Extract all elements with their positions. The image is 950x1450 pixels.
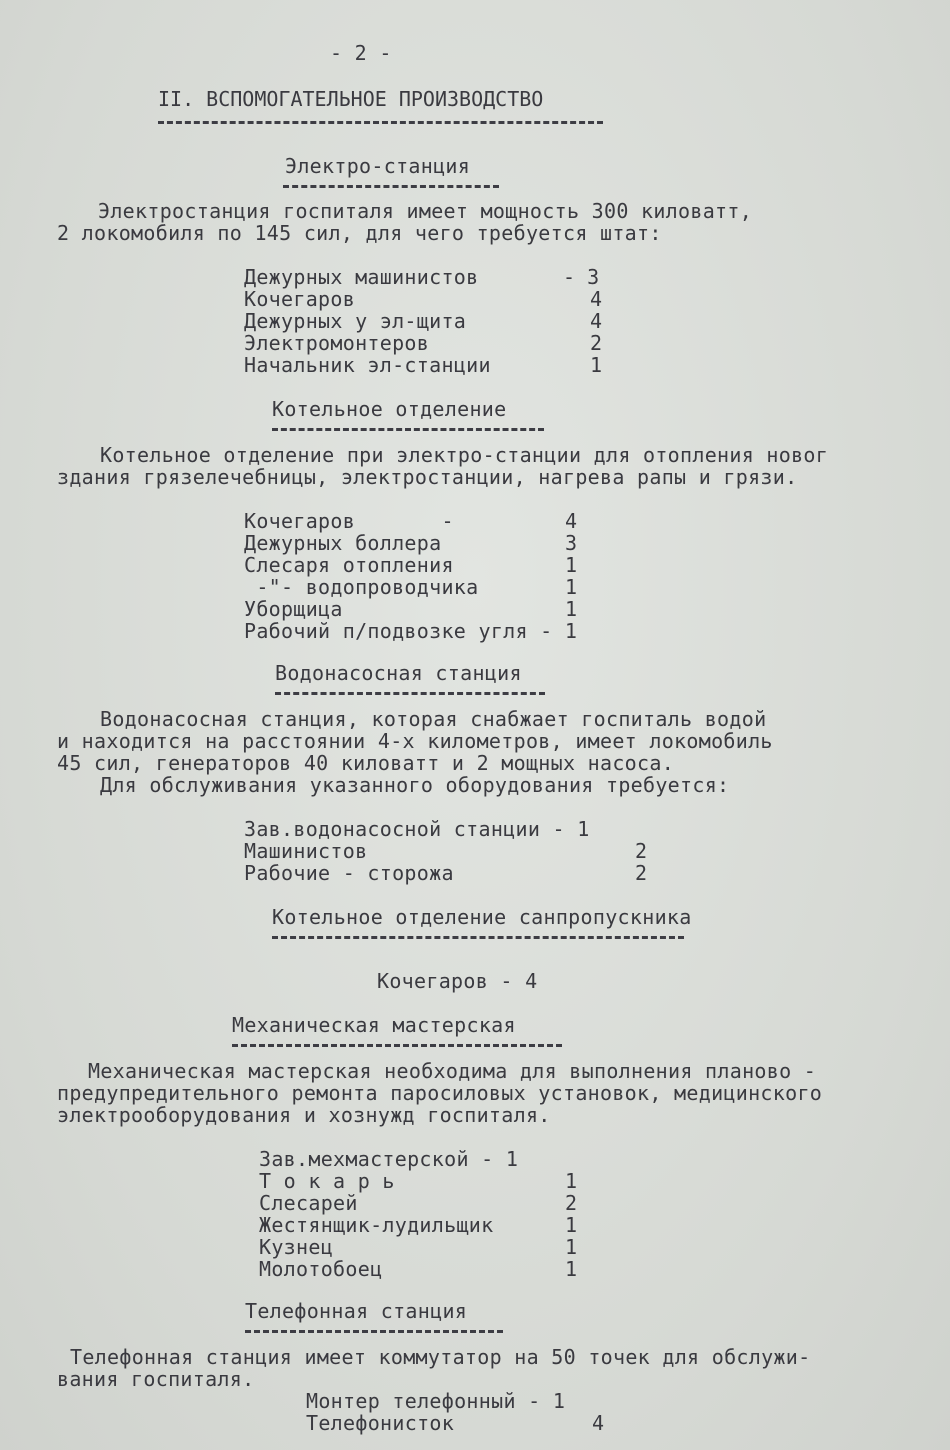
staff-role: Телефонисток (306, 1411, 455, 1435)
staff-count: 1 (590, 353, 603, 377)
staff-count: 1 (565, 1257, 578, 1281)
staff-role: Электромонтеров (244, 331, 430, 355)
heading-power-station: Электро-станция (285, 154, 471, 178)
staff-role: Слесаря отопления (244, 553, 454, 577)
staff-count: 1 (565, 1235, 578, 1259)
staff-role: Зав.мехмастерской - 1 (259, 1147, 519, 1171)
heading-sanitary-boiler: Котельное отделение санпропускника (272, 905, 692, 929)
paragraph-line: и находится на расстоянии 4-х километров, имеет локомобиль (57, 729, 773, 753)
staff-count: 4 (592, 1411, 605, 1435)
staff-count: 2 (635, 839, 648, 863)
staff-role: Монтер телефонный - 1 (306, 1389, 566, 1413)
staff-role: Т о к а р ь (259, 1169, 395, 1193)
staff-count: 2 (565, 1191, 578, 1215)
page-number: - 2 - (330, 41, 392, 65)
paragraph-line: Котельное отделение при электро-станции для отопления новог (100, 443, 829, 467)
staff-count: 4 (590, 309, 603, 333)
heading-underline (245, 1330, 503, 1333)
heading-underline (283, 185, 499, 188)
staff-role: Кочегаров (244, 287, 356, 311)
paragraph-line: Водонасосная станция, которая снабжает госпиталь водой (100, 707, 767, 731)
heading-boiler-department: Котельное отделение (272, 397, 507, 421)
heading-underline (275, 692, 545, 695)
sanitary-staff-line: Кочегаров - 4 (377, 969, 538, 993)
heading-underline (272, 428, 544, 431)
paragraph-line: Механическая мастерская необходима для выполнения планово - (88, 1059, 817, 1083)
staff-role: Начальник эл-станции (244, 353, 491, 377)
staff-role: Кочегаров - (244, 509, 454, 533)
staff-role: Рабочий п/подвозке угля - 1 (244, 619, 578, 643)
staff-count: 1 (565, 553, 578, 577)
staff-role: Дежурных боллера (244, 531, 442, 555)
paragraph-line: здания грязелечебницы, электростанции, нагрева рапы и грязи. (57, 465, 798, 489)
staff-count: 2 (635, 861, 648, 885)
section-title: II. ВСПОМОГАТЕЛЬНОЕ ПРОИЗВОДСТВО (158, 87, 544, 111)
heading-mechanical-workshop: Механическая мастерская (232, 1013, 516, 1037)
paragraph-line: 2 локомобиля по 145 сил, для чего требуется штат: (57, 221, 662, 245)
title-underline (158, 121, 603, 124)
staff-role: Уборщица (244, 597, 343, 621)
heading-underline (272, 936, 684, 939)
staff-count: 1 (565, 1213, 578, 1237)
heading-telephone-station: Телефонная станция (245, 1299, 468, 1323)
staff-role: Дежурных у эл-щита (244, 309, 467, 333)
paragraph-line: Электростанция госпиталя имеет мощность 300 киловатт, (98, 199, 753, 223)
staff-count: - 3 (563, 265, 600, 289)
paragraph-line: электрооборудования и хознужд госпиталя. (57, 1103, 551, 1127)
staff-role: Кузнец (259, 1235, 334, 1259)
staff-role: -"- водопроводчика (244, 575, 479, 599)
staff-count: 1 (565, 1169, 578, 1193)
staff-role: Слесарей (259, 1191, 358, 1215)
paragraph-line: предупредительного ремонта паросиловых установок, медицинского (57, 1081, 823, 1105)
staff-count: 3 (565, 531, 578, 555)
staff-count: 2 (590, 331, 603, 355)
staff-role: Рабочие - сторожа (244, 861, 454, 885)
staff-role: Машинистов (244, 839, 368, 863)
staff-role: Молотобоец (259, 1257, 383, 1281)
paragraph-line: Телефонная станция имеет коммутатор на 50 точек для обслужи- (70, 1345, 811, 1369)
paragraph-line: вания госпиталя. (57, 1367, 255, 1391)
staff-role: Дежурных машинистов (244, 265, 479, 289)
staff-count: 4 (565, 509, 578, 533)
paragraph-line: Для обслуживания указанного оборудования требуется: (100, 773, 730, 797)
heading-pump-station: Водонасосная станция (275, 661, 522, 685)
heading-underline (232, 1044, 562, 1047)
staff-count: 4 (590, 287, 603, 311)
paragraph-line: 45 сил, генераторов 40 киловатт и 2 мощных насоса. (57, 751, 675, 775)
staff-count: 1 (565, 597, 578, 621)
staff-role: Жестянщик-лудильщик (259, 1213, 494, 1237)
staff-role: Зав.водонасосной станции - 1 (244, 817, 590, 841)
staff-count: 1 (565, 575, 578, 599)
